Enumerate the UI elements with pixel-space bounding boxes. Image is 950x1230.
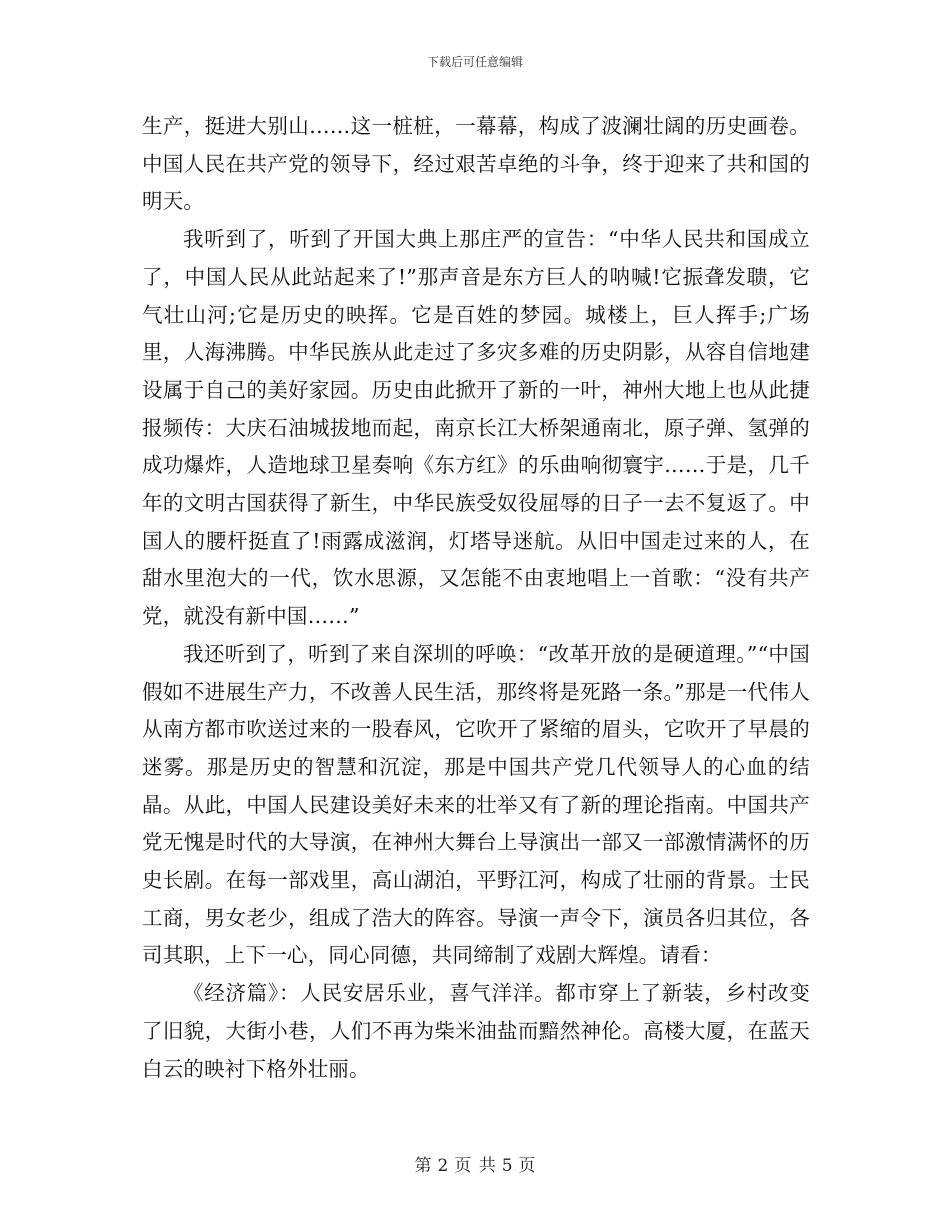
- footer-suffix: 页: [518, 1156, 536, 1176]
- current-page-number: 2: [437, 1156, 449, 1176]
- paragraph-reform-opening: 我还听到了，听到了来自深圳的呼唤：“改革开放的是硬道理。”“中国假如不进展生产力，不改善人民生活，那终将是死路一条。”那是一代伟人从南方都市吹送过来的一股春风，它吹开了紧缩的眉头，它吹开了早晨的迷雾。那是历史的智慧和沉淀，那是中国共产党几代领导人的心血的结晶。从此，中国人民建设美好未来的壮举又有了新的理论指南。中国共产党无愧是时代的大导演，在神州大舞台上导演出一部又一部激情满怀的历史长剧。在每一部戏里，高山湖泊，平野江河，构成了壮丽的背景。士民工商，男女老少，组成了浩大的阵容。导演一声令下，演员各归其位，各司其职，上下一心，同心同德，共同缔制了戏剧大辉煌。请看：: [142, 641, 810, 968]
- paragraph-continued: 生产，挺进大别山……这一桩桩，一幕幕，构成了波澜壮阔的历史画卷。中国人民在共产党的领导下，经过艰苦卓绝的斗争，终于迎来了共和国的明天。: [142, 114, 810, 214]
- paragraph-economy: 《经济篇》：人民安居乐业，喜气洋洋。都市穿上了新装，乡村改变了旧貌，大街小巷，人们不再为柴米油盐而黯然神伦。高楼大厦，在蓝天白云的映衬下格外壮丽。: [142, 981, 810, 1081]
- footer-middle: 页 共: [454, 1156, 496, 1176]
- document-body: [142, 108, 810, 1088]
- page-number-footer: [0, 1155, 950, 1177]
- page-header-note: 下载后可任意编辑: [426, 55, 523, 69]
- total-page-count: 5: [501, 1156, 513, 1176]
- paragraph-founding-ceremony: 我听到了，听到了开国大典上那庄严的宣告：“中华人民共和国成立了，中国人民从此站起来了!”那声音是东方巨人的呐喊!它振聋发聩，它气壮山河;它是历史的映挥。它是百姓的梦园。城楼上，巨人挥手;广场里，人海沸腾。中华民族从此走过了多灾多难的历史阴影，从容自信地建设属于自己的美好家园。历史由此掀开了新的一叶，神州大地上也从此捷报频传：大庆石油城拔地而起，南京长江大桥架通南北，原子弹、氢弹的成功爆炸，人造地球卫星奏响《东方红》的乐曲响彻寰宇……于是，几千年的文明古国获得了新生，中华民族受奴役屈辱的日子一去不复返了。中国人的腰杆挺直了!雨露成滋润，灯塔导迷航。从旧中国走过来的人，在甜水里泡大的一代，饮水思源，又怎能不由衷地唱上一首歌：“没有共产党，就没有新中国……”: [142, 227, 810, 629]
- footer-prefix: 第: [414, 1156, 432, 1176]
